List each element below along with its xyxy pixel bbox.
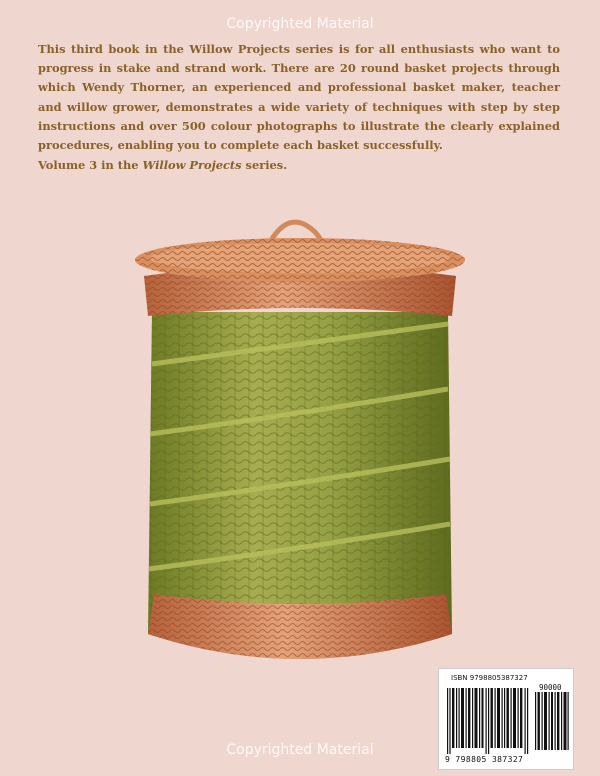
watermark-bottom: Copyrighted Material: [226, 742, 374, 758]
willow-basket-image: [130, 214, 470, 684]
volume-prefix: Volume 3 in the: [38, 158, 143, 172]
price-code: 90000: [539, 683, 562, 692]
isbn-label: ISBN 9798805387327: [451, 674, 528, 682]
barcode-digits: 9 798805 387327: [445, 755, 524, 764]
watermark-top: Copyrighted Material: [226, 16, 374, 32]
series-title: Willow Projects: [142, 158, 242, 172]
back-cover-description: This third book in the Willow Projects series is for all enthusiasts who want to progress in stake and strand work. There are 20 round basket projects through which Wendy Thorner, an experienced and professional basket maker, teacher and willow grower, demonstrates a wide variety of techniques with step by step instructions and over 500 colour photographs to illustrate the clearly explained procedures, enabling you to complete each basket successfully.: [38, 42, 560, 153]
volume-note: [38, 158, 287, 172]
volume-suffix: series.: [241, 158, 288, 172]
